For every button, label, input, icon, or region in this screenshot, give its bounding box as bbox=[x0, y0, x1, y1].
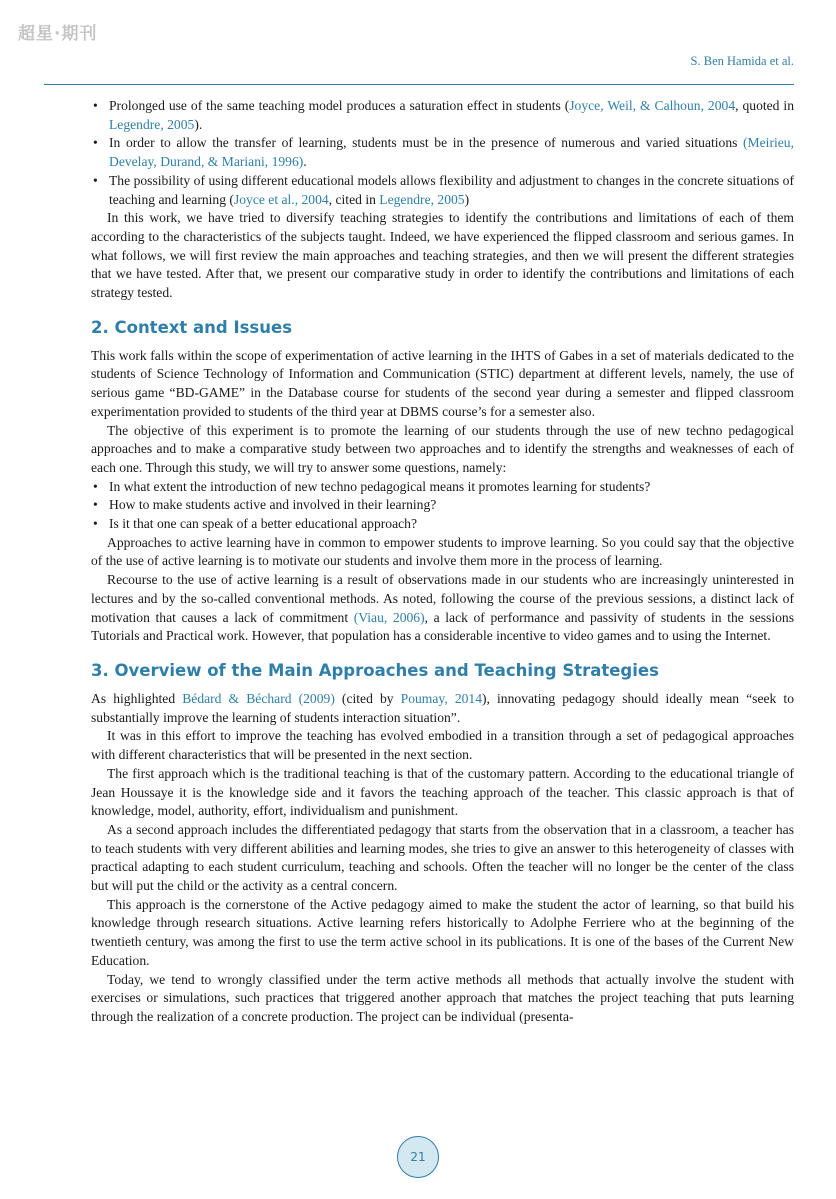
paragraph-text: As highlighted bbox=[91, 690, 183, 706]
citation-link[interactable]: (Viau, 2006) bbox=[353, 609, 425, 625]
paragraph: As a second approach includes the differentiated pedagogy that starts from the observation that in a classroom, a teacher has to teach students with very different abilities and learning modes, she tries to give an answer to this heterogeneity of classes with practical adapting to each student curriculum, teaching and schools. Often the teacher will no longer be the center of the class but will put the child or the activity as a central concern. bbox=[91, 821, 794, 894]
paragraph: It was in this effort to improve the teaching has evolved embodied in a transition through a set of pedagogical approaches with different characteristics that will be presented in the next section. bbox=[91, 728, 794, 763]
paragraph bbox=[91, 690, 794, 727]
intro-paragraph: In this work, we have tried to diversify teaching strategies to identify the contributions and limitations of each of them according to the characteristics of the subjects taught. Indeed, we have experienced the flipped classroom and serious games. In what follows, we will first review the main approaches and teaching strategies, and then we will present the different strategies that we have tested. After that, we present our comparative study in order to identify the contributions and limitations of each strategy tested. bbox=[91, 210, 794, 301]
paragraph bbox=[91, 571, 794, 646]
question-text: Is it that one can speak of a better educational approach? bbox=[109, 516, 417, 532]
citation-link[interactable]: Legendre, 2005 bbox=[379, 191, 465, 207]
section-heading-overview: 3. Overview of the Main Approaches and Teaching Strategies bbox=[91, 660, 659, 680]
bullet-item bbox=[91, 172, 794, 209]
paragraph: Today, we tend to wrongly classified under the term active methods all methods that actually involve the student with exercises or simulations, such practices that triggered another approach that matches the project teaching that puts learning through the realization of a concrete production. The project can be individual (presenta- bbox=[91, 971, 794, 1024]
bullet-text: Prolonged use of the same teaching model produces a saturation effect in students ( bbox=[109, 98, 570, 113]
paragraph: Approaches to active learning have in common to empower students to improve learning. So you could say that the objective of the use of active learning is to motivate our students and involve them more in the process of learning. bbox=[91, 534, 794, 569]
bullet-text: , quoted in bbox=[735, 98, 794, 113]
bullet-text: The possibility of using different educational models allows flexibility and adjustment to changes in the concrete situations of teaching and learning ( bbox=[109, 172, 794, 207]
paragraph-text: , a lack of performance and passivity of students in the sessions Tutorials and Practical work. However, that population has a considerable incentive to video games and to using the Internet. bbox=[91, 609, 794, 644]
bullet-icon: • bbox=[93, 516, 98, 532]
bullet-item bbox=[91, 97, 794, 134]
bullet-icon: • bbox=[93, 98, 98, 113]
citation-link[interactable]: Poumay, 2014 bbox=[400, 690, 483, 706]
paragraph: The first approach which is the traditional teaching is that of the customary pattern. According to the educational triangle of Jean Houssaye it is the knowledge side and it favors the teaching approach of the teacher. This classic approach is that of knowledge, model, authority, effort, individualism and punishment. bbox=[91, 765, 794, 819]
citation-link[interactable]: Bédard & Béchard (2009) bbox=[182, 690, 335, 706]
paragraph-text: Recourse to the use of active learning is a result of observations made in our students who are increasingly uninterested in lectures and by the so-called conventional methods. As noted, following the course of the previous sessions, a distinct lack of motivation that causes a lack of commitment bbox=[91, 572, 794, 625]
question-item bbox=[91, 515, 794, 534]
bullet-text: . bbox=[303, 154, 307, 170]
citation-link[interactable]: (Meirieu, Develay, Durand, & Mariani, 1996) bbox=[109, 135, 794, 170]
bullet-item bbox=[91, 134, 794, 171]
bullet-icon: • bbox=[93, 172, 98, 188]
citation-link[interactable]: Joyce, Weil, & Calhoun, 2004 bbox=[569, 98, 736, 113]
question-text: How to make students active and involved in their learning? bbox=[109, 497, 437, 513]
bullet-text: In order to allow the transfer of learning, students must be in the presence of numerous and varied situations bbox=[109, 135, 744, 151]
paragraph: This approach is the cornerstone of the Active pedagogy aimed to make the student the actor of learning, so that build his knowledge through research situations. Active learning refers historically to Adolphe Ferriere who at the beginning of the twentieth century, was among the first to use the term active school in its publications. It is one of the bases of the Current New Education. bbox=[91, 896, 794, 968]
bullet-icon: • bbox=[93, 497, 98, 513]
citation-link[interactable]: Joyce et al., 2004 bbox=[233, 191, 329, 207]
watermark-logo: 超星·期刊 bbox=[18, 24, 98, 44]
bullet-icon: • bbox=[93, 135, 98, 151]
citation-link[interactable]: Legendre, 2005 bbox=[109, 116, 195, 132]
page-number-badge: 21 bbox=[397, 1136, 439, 1178]
bullet-text: ). bbox=[194, 116, 203, 132]
question-item bbox=[91, 496, 794, 515]
bullet-text: ) bbox=[464, 191, 470, 207]
question-text: In what extent the introduction of new techno pedagogical means it promotes learning for students? bbox=[109, 478, 651, 494]
paragraph: The objective of this experiment is to promote the learning of our students through the use of new techno pedagogical approaches and to make a comparative study between two approaches and to identify the strengths and weaknesses of each of each one. Through this study, we will try to answer some questions, namely: bbox=[91, 422, 794, 475]
paragraph: This work falls within the scope of experimentation of active learning in the IHTS of Gabes in a set of materials dedicated to the students of Science Technology of Information and Communication (STIC) department at different levels, namely, the use of serious game “BD-GAME” in the Database course for students of the second year during a semester and flipped classroom experimentation provided to students of the third year at DBMS course’s for a semester also. bbox=[91, 347, 794, 419]
header-rule bbox=[44, 84, 794, 85]
bullet-icon: • bbox=[93, 478, 98, 494]
article-body bbox=[91, 97, 794, 1027]
paragraph-text: ), innovating pedagogy should ideally mean “seek to substantially improve the learning of students interaction situation”. bbox=[91, 690, 795, 725]
bullet-text: , cited in bbox=[328, 191, 380, 207]
section-heading-context: 2. Context and Issues bbox=[91, 317, 293, 337]
paragraph-text: (cited by bbox=[334, 690, 401, 706]
running-head: S. Ben Hamida et al. bbox=[690, 54, 794, 68]
question-item bbox=[91, 478, 794, 497]
